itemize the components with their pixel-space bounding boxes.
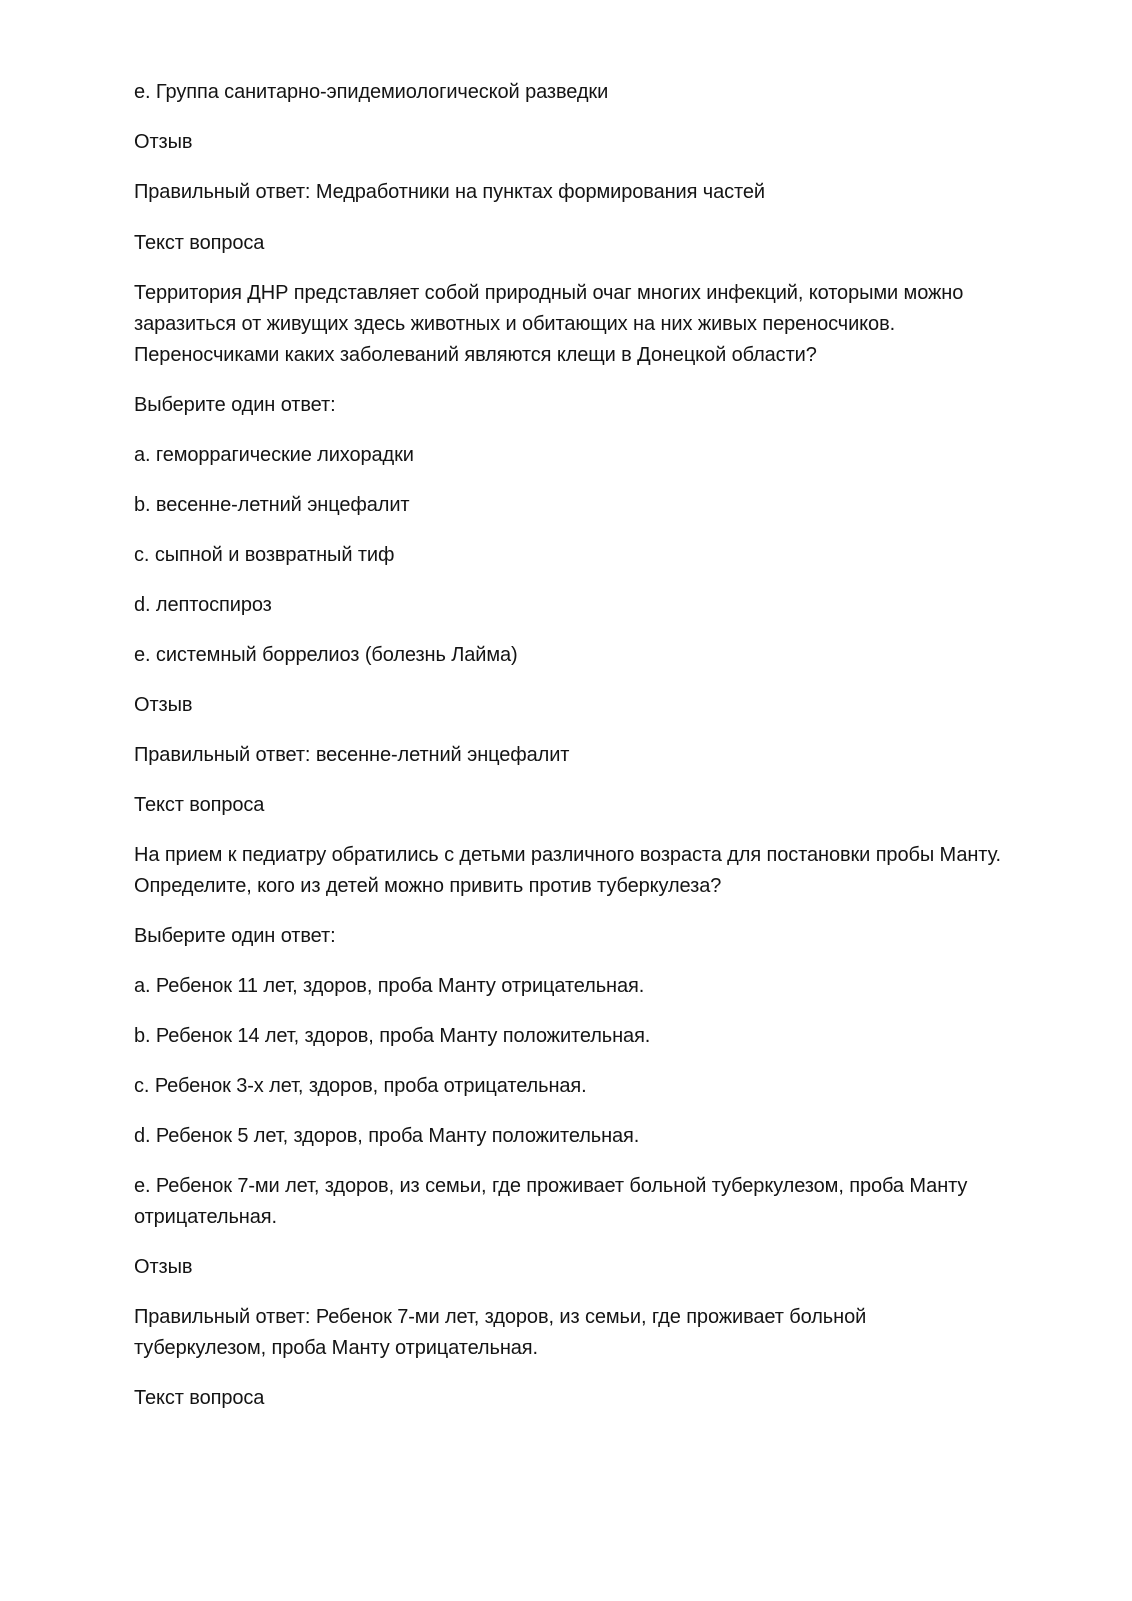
feedback-label: Отзыв bbox=[134, 694, 193, 716]
question-heading: Текст вопроса bbox=[134, 232, 265, 254]
answer-prompt: Выберите один ответ: bbox=[134, 925, 336, 947]
question-text-line: Территория ДНР представляет собой природный очаг многих инфекций, которыми можно bbox=[134, 282, 964, 304]
question-heading: Текст вопроса bbox=[134, 794, 265, 816]
answer-option-c: c. Ребенок 3-х лет, здоров, проба отрицательная. bbox=[134, 1075, 587, 1097]
question-text-line: На прием к педиатру обратились с детьми различного возраста для постановки пробы Манту. bbox=[134, 844, 1001, 866]
feedback-label: Отзыв bbox=[134, 131, 193, 153]
answer-option-a: a. геморрагические лихорадки bbox=[134, 444, 414, 466]
answer-option-b: b. Ребенок 14 лет, здоров, проба Манту положительная. bbox=[134, 1025, 651, 1047]
answer-option-a: a. Ребенок 11 лет, здоров, проба Манту отрицательная. bbox=[134, 975, 645, 997]
answer-option-d: d. Ребенок 5 лет, здоров, проба Манту положительная. bbox=[134, 1125, 640, 1147]
question-text-line: заразиться от живущих здесь животных и обитающих на них живых переносчиков. bbox=[134, 313, 896, 335]
feedback-label: Отзыв bbox=[134, 1256, 193, 1278]
answer-option-e: e. Ребенок 7-ми лет, здоров, из семьи, где проживает больной туберкулезом, проба Манту bbox=[134, 1175, 968, 1197]
question-text-line: Переносчиками каких заболеваний являются клещи в Донецкой области? bbox=[134, 344, 817, 366]
answer-option-b: b. весенне-летний энцефалит bbox=[134, 494, 410, 516]
answer-option-c: c. сыпной и возвратный тиф bbox=[134, 544, 395, 566]
question-heading: Текст вопроса bbox=[134, 1387, 265, 1409]
question-text-line: Определите, кого из детей можно привить против туберкулеза? bbox=[134, 875, 722, 897]
correct-answer: Правильный ответ: Медработники на пунктах формирования частей bbox=[134, 181, 765, 203]
answer-option-e-continued: отрицательная. bbox=[134, 1206, 277, 1228]
answer-option-d: d. лептоспироз bbox=[134, 594, 272, 616]
correct-answer-continued: туберкулезом, проба Манту отрицательная. bbox=[134, 1337, 538, 1359]
correct-answer: Правильный ответ: Ребенок 7-ми лет, здоров, из семьи, где проживает больной bbox=[134, 1306, 867, 1328]
answer-option-e: e. Группа санитарно-эпидемиологической разведки bbox=[134, 81, 609, 103]
answer-option-e: e. системный боррелиоз (болезнь Лайма) bbox=[134, 644, 518, 666]
correct-answer: Правильный ответ: весенне-летний энцефалит bbox=[134, 744, 570, 766]
answer-prompt: Выберите один ответ: bbox=[134, 394, 336, 416]
